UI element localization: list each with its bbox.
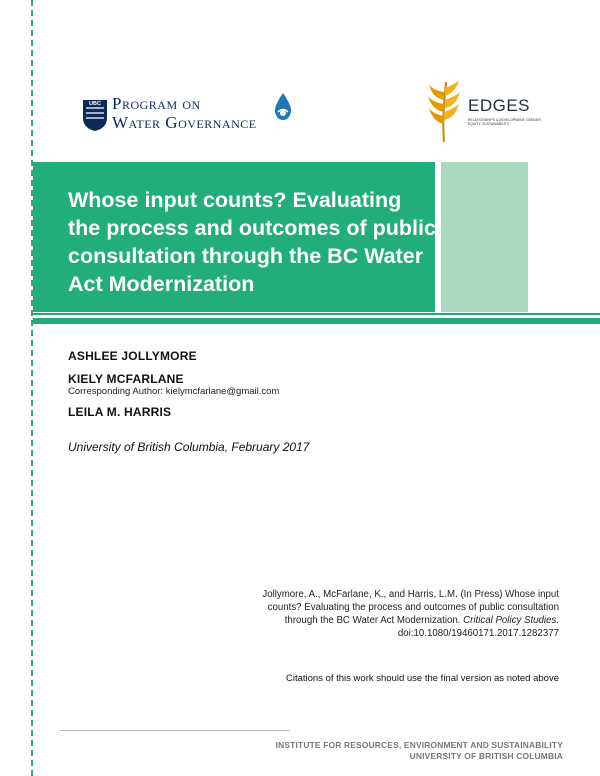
footer-divider (60, 730, 290, 731)
citation-note: Citations of this work should use the final version as noted above (285, 673, 559, 684)
corresponding-author-note: Corresponding Author: kielymcfarlane@gmail.com (68, 386, 280, 397)
divider-thin (33, 313, 600, 315)
author-name: ASHLEE JOLLYMORE (68, 349, 197, 363)
program-water-governance-logo (82, 90, 312, 140)
ubc-crest-icon (82, 96, 108, 132)
title-side-panel (441, 162, 528, 312)
citation-doi: . doi:10.1080/19460171.2017.1282377 (397, 615, 559, 639)
edges-name: EDGES (468, 96, 531, 115)
program-line1: Program on (112, 94, 201, 113)
ubc-crest-label: UBC (89, 101, 101, 107)
document-title: Whose input counts? Evaluating the process and outcomes of public consultation through the BC Water Act Modernization (68, 188, 436, 296)
footer-institute (276, 740, 563, 762)
edges-logo (426, 78, 546, 148)
author-name: KIELY MCFARLANE (68, 372, 184, 386)
footer-line2: UNIVERSITY OF BRITISH COLUMBIA (409, 751, 563, 761)
divider-thick (33, 318, 600, 324)
water-drop-icon (272, 92, 294, 122)
citation-journal: Critical Policy Studies (463, 615, 557, 626)
footer-line1: INSTITUTE FOR RESOURCES, ENVIRONMENT AND SUSTAINABILITY (275, 740, 563, 750)
citation-text: Jollymore, A., McFarlane, K., and Harris, L.M. (In Press) Whose input counts? Evaluating the process and outcomes of public consultation through the BC Water Act Modernization. (262, 589, 559, 626)
citation-block (239, 588, 559, 640)
edges-tagline: RELATIONSHIPS & DEVELOPMENT: GENDER, EQUITY, SUSTAINABILITY (468, 118, 542, 126)
left-dashed-border (31, 0, 33, 776)
wheat-leaf-icon (426, 78, 462, 144)
affiliation-date: University of British Columbia, February 2017 (68, 440, 310, 454)
author-name: LEILA M. HARRIS (68, 405, 172, 419)
program-line2: Water Governance (112, 113, 257, 132)
program-name (112, 94, 257, 132)
